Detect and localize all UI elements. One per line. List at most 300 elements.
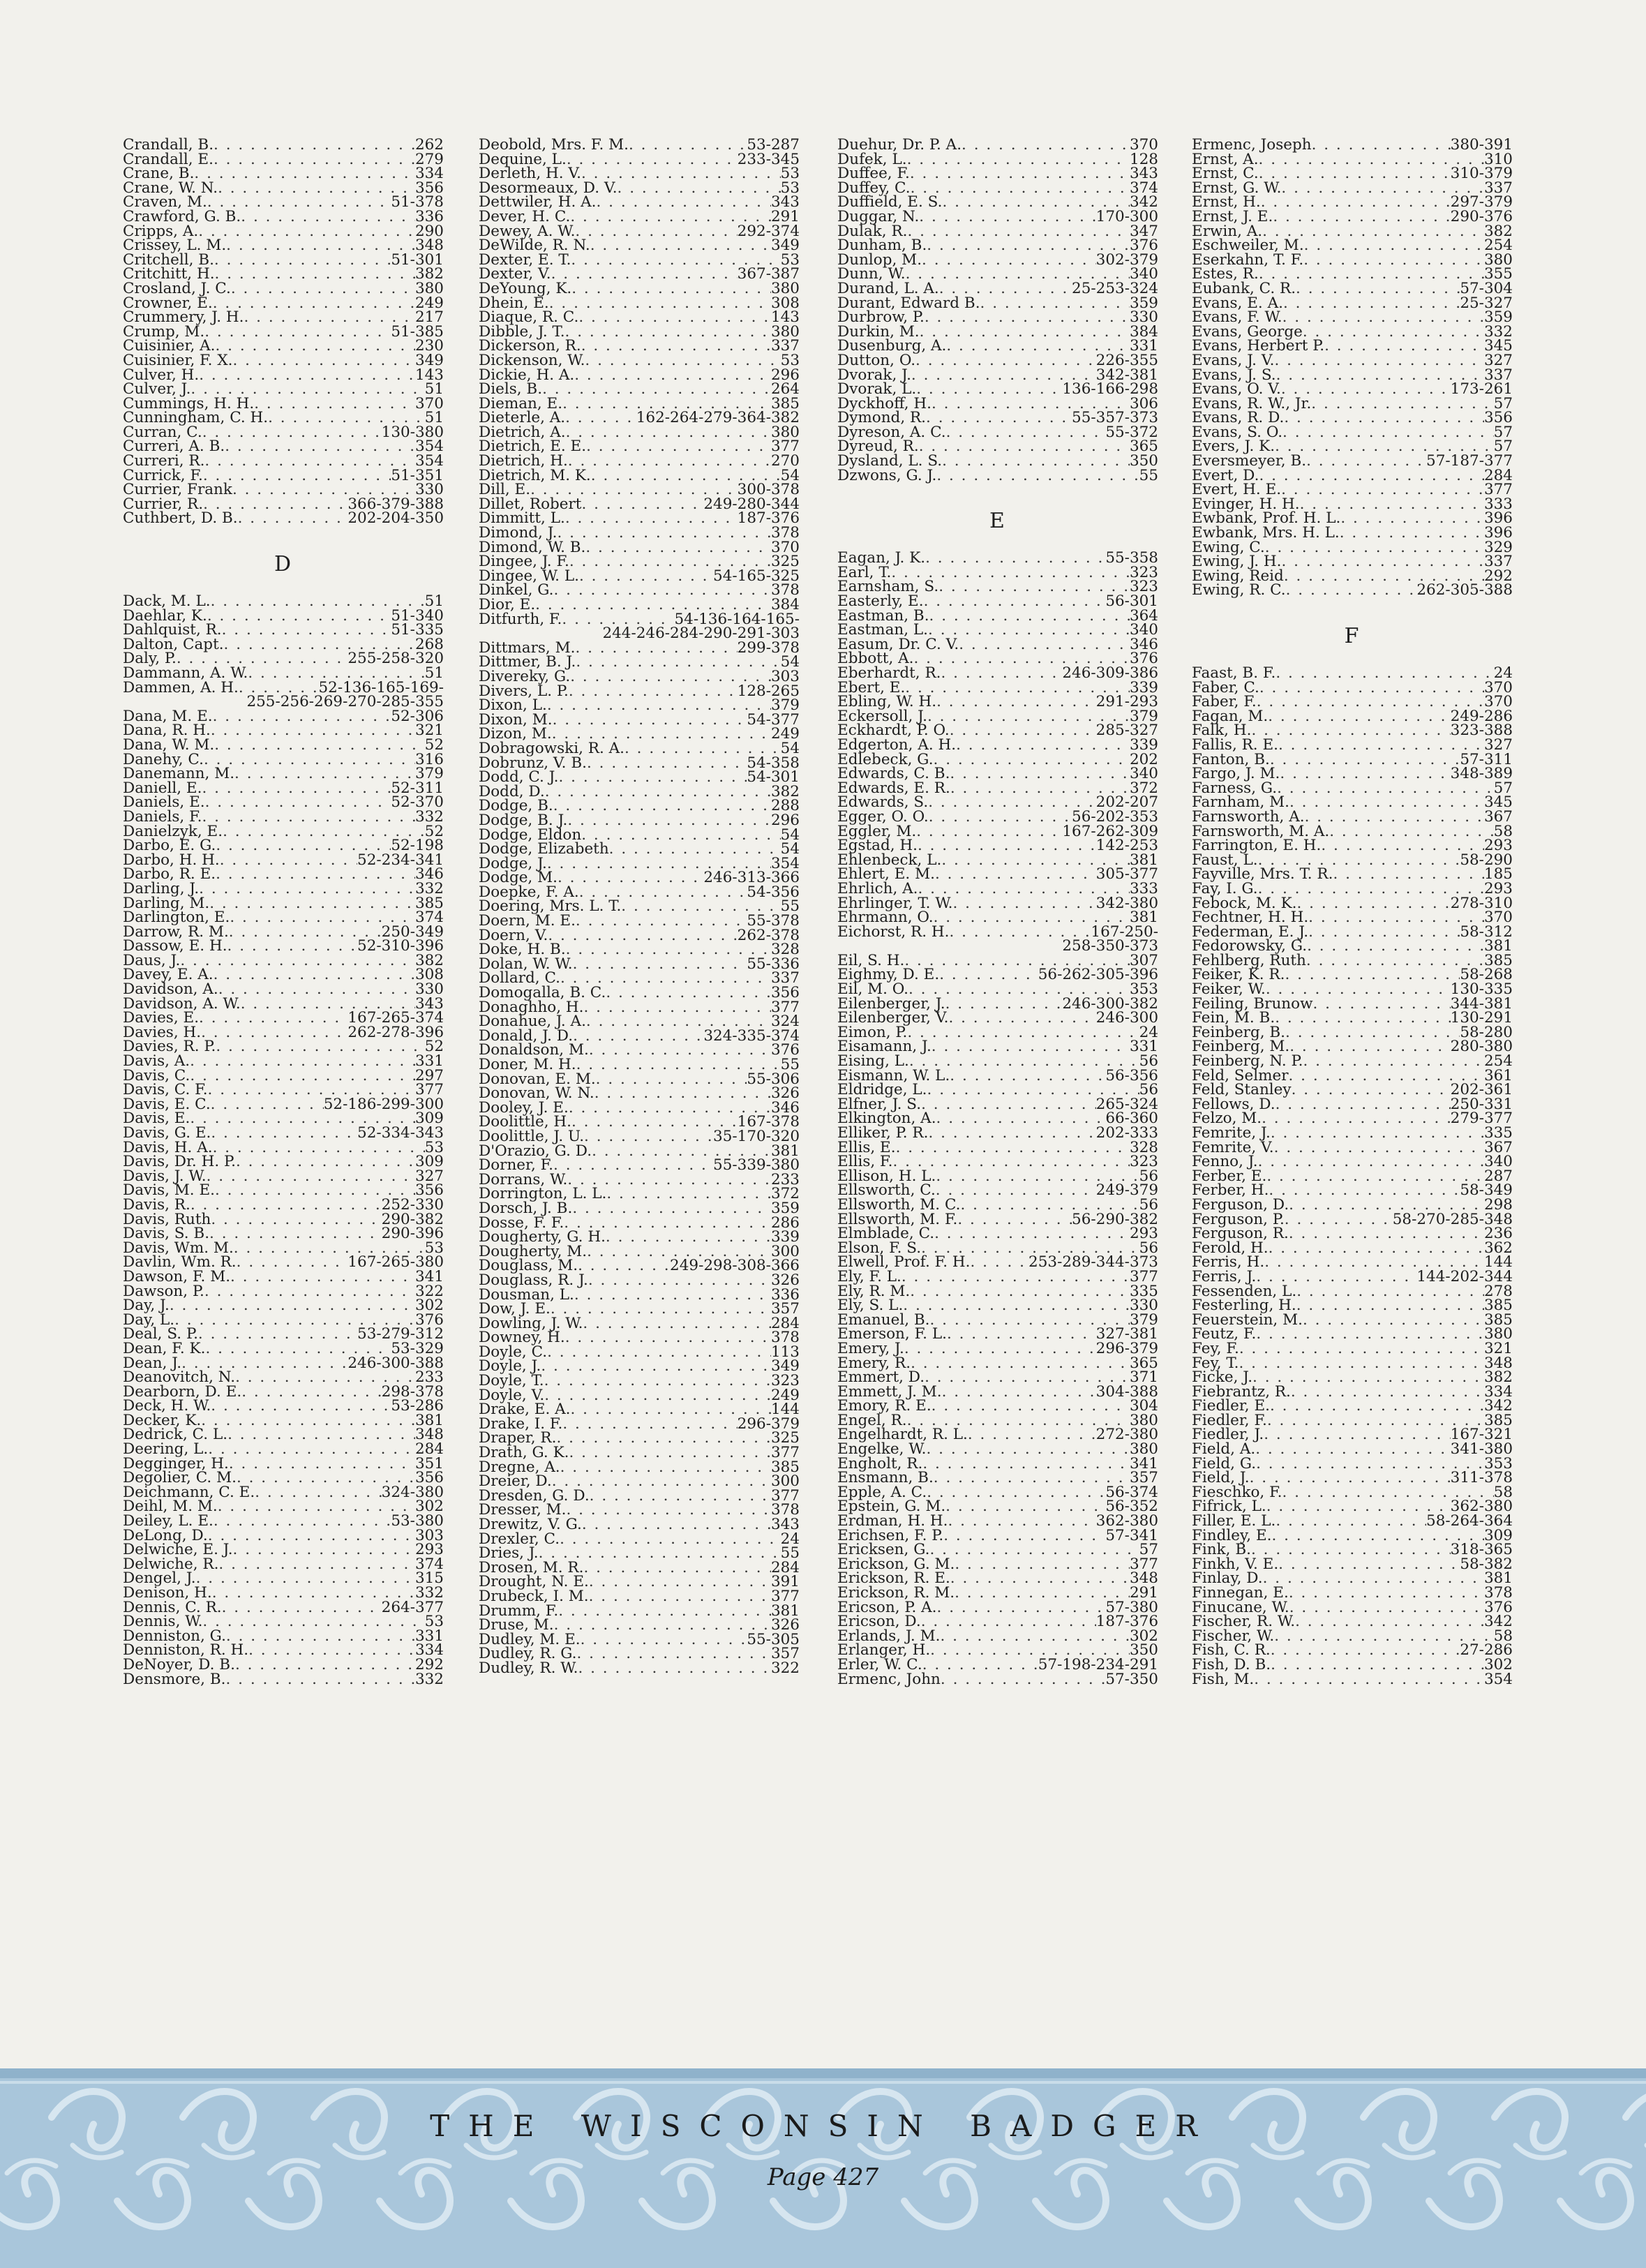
entry-pages: 302-379 — [1095, 251, 1158, 269]
entry-name: Falk, H. — [1192, 722, 1252, 740]
entry-name: Finucane, W. — [1192, 1598, 1289, 1616]
dot-leader — [199, 882, 415, 897]
entry-pages: 376 — [1483, 1598, 1513, 1616]
entry-name: Eastman, B. — [837, 606, 929, 625]
entry-name: Divers, L. P. — [479, 682, 569, 700]
entry-pages: 288 — [770, 797, 800, 815]
entry-name: Engelke, W. — [837, 1440, 927, 1458]
entry-pages: 346 — [770, 1098, 800, 1117]
entry-name: Dana, R. H. — [123, 722, 211, 740]
entry-name: Dever, H. C. — [479, 207, 571, 225]
entry-name: Fey, T. — [1192, 1354, 1239, 1372]
dot-leader — [230, 1270, 415, 1285]
entry-name: Ermenc, Joseph — [1192, 136, 1312, 154]
entry-name: Fish, M. — [1192, 1670, 1255, 1688]
entry-name: Erlands, J. M. — [837, 1627, 941, 1645]
entry-name: Feuerstein, M. — [1192, 1311, 1303, 1329]
dot-leader — [565, 512, 738, 526]
dot-leader — [950, 724, 1096, 738]
entry-name: Dequine, L. — [479, 150, 567, 168]
dot-leader — [1259, 681, 1484, 696]
entry-pages: 51 — [424, 380, 444, 398]
dot-leader — [1296, 282, 1460, 297]
dot-leader — [927, 1486, 1105, 1500]
entry-pages: 250-331 — [1450, 1095, 1513, 1113]
entry-pages: 57 — [1493, 438, 1513, 456]
entry-pages: 246-313-366 — [703, 869, 800, 887]
entry-name: Curreri, R. — [123, 452, 205, 470]
dot-leader — [919, 210, 1095, 225]
entry-name: Engel, R. — [837, 1411, 907, 1429]
dot-leader — [201, 1026, 347, 1040]
entry-name: Dodge, Eldon — [479, 826, 582, 844]
dot-leader — [1308, 925, 1460, 940]
entry-name: Ernst, G. W. — [1192, 179, 1282, 197]
entry-pages: 307 — [1129, 951, 1158, 969]
entry-pages: 53 — [424, 1613, 444, 1631]
entry-name: Davis, R. — [123, 1195, 190, 1214]
entry-name: Ferris, H. — [1192, 1253, 1265, 1271]
entry-pages: 327 — [414, 1167, 444, 1185]
dot-leader — [233, 1543, 415, 1558]
entry-name: Dingee, J. F. — [479, 553, 569, 571]
entry-name: Eldridge, L. — [837, 1081, 927, 1099]
dot-leader — [910, 1285, 1130, 1299]
entry-name: Fay, I. G. — [1192, 879, 1258, 897]
dot-leader — [941, 666, 1063, 681]
dot-leader — [1259, 469, 1483, 484]
dot-leader — [950, 1069, 1105, 1084]
entry-pages: 249-280-344 — [703, 495, 800, 513]
index-entry — [479, 1659, 800, 1677]
dot-leader — [1289, 1586, 1484, 1601]
dot-leader — [198, 225, 415, 239]
dot-leader — [199, 368, 415, 383]
dot-leader — [942, 454, 1130, 469]
dot-leader — [208, 1442, 415, 1457]
entry-name: Eagan, J. K. — [837, 549, 926, 567]
entry-name: Ericson, P. A. — [837, 1598, 937, 1616]
entry-name: Federman, E. J. — [1192, 923, 1309, 941]
section-letter-heading: E — [989, 509, 1006, 534]
entry-pages: 262-378 — [737, 926, 800, 944]
entry-pages: 362-380 — [1095, 1512, 1158, 1530]
entry-name: Downey, H. — [479, 1329, 565, 1347]
entry-name: Dingee, W. L. — [479, 567, 579, 585]
entry-pages: 54-377 — [747, 710, 800, 729]
entry-pages: 342-381 — [1095, 366, 1158, 384]
entry-name: Evans, O. V. — [1192, 380, 1281, 398]
entry-pages: 379 — [770, 696, 800, 715]
entry-name: Dickerson, R. — [479, 337, 581, 355]
dot-leader — [213, 1141, 425, 1156]
entry-name: Ebert, E. — [837, 678, 906, 696]
entry-name: Deihl, M. M. — [123, 1498, 218, 1516]
entry-pages: 290 — [414, 222, 444, 240]
entry-pages: 66-360 — [1105, 1110, 1158, 1128]
entry-name: Evans, R. D. — [1192, 409, 1285, 427]
dot-leader — [1303, 1054, 1484, 1069]
dot-leader — [942, 1385, 1096, 1400]
entry-pages: 53 — [780, 179, 800, 197]
entry-name: Dana, W. M. — [123, 736, 215, 754]
entry-name: Ermenc, John — [837, 1670, 941, 1688]
entry-pages: 52-198 — [391, 837, 444, 855]
dot-leader — [896, 1141, 1130, 1156]
entry-pages: 290-382 — [381, 1210, 444, 1228]
dot-leader — [572, 1202, 771, 1216]
entry-name: Dodge, B. J. — [479, 811, 568, 829]
section-letter-heading: F — [1344, 624, 1361, 648]
dot-leader — [576, 914, 747, 929]
entry-pages: 58-312 — [1460, 923, 1513, 941]
dot-leader — [1270, 1399, 1484, 1414]
entry-name: Druse, M. — [479, 1616, 554, 1634]
entry-name: Dean, J. — [123, 1354, 182, 1372]
entry-name: DeWilde, R. N. — [479, 237, 590, 255]
dot-leader — [578, 311, 771, 325]
dot-leader — [544, 1389, 771, 1403]
entry-pages: 380-391 — [1450, 136, 1513, 154]
entry-pages: 346 — [1129, 635, 1158, 653]
entry-pages: 55 — [1139, 466, 1158, 484]
entry-pages: 53-286 — [391, 1397, 444, 1415]
entry-name: Divereky, G. — [479, 667, 571, 685]
entry-name: Darbo, R. E. — [123, 865, 216, 883]
entry-pages: 268 — [414, 635, 444, 653]
entry-name: Dousman, L. — [479, 1285, 574, 1304]
entry-name: Dooley, J. E. — [479, 1098, 569, 1117]
dot-leader — [213, 710, 391, 724]
entry-name: Dorrans, W. — [479, 1170, 568, 1188]
entry-pages: 333 — [1483, 495, 1513, 513]
entry-pages: 264 — [770, 380, 800, 398]
entry-pages: 365 — [1129, 438, 1158, 456]
entry-pages: 254 — [1483, 1052, 1513, 1070]
entry-name: Easum, Dr. C. V. — [837, 635, 959, 653]
entry-name: Dawson, P. — [123, 1282, 204, 1300]
entry-name: Davies, H. — [123, 1023, 202, 1041]
entry-name: Ficke, J. — [1192, 1368, 1253, 1387]
entry-name: Daniels, F. — [123, 807, 202, 826]
entry-pages: 364 — [1129, 606, 1158, 625]
entry-pages: 51-301 — [391, 251, 444, 269]
dot-leader — [618, 181, 781, 196]
entry-pages: 293 — [1483, 879, 1513, 897]
entry-name: Dysland, L. S. — [837, 452, 943, 470]
entry-pages: 142-253 — [1095, 837, 1158, 855]
dot-leader — [629, 138, 747, 153]
entry-name: Dusenburg, A. — [837, 337, 947, 355]
entry-name: Davis, E. — [123, 1110, 190, 1128]
dot-leader — [207, 609, 391, 624]
entry-pages: 170-300 — [1095, 207, 1158, 225]
index-column-3 — [837, 138, 1158, 1687]
entry-name: Crandall, E. — [123, 150, 214, 168]
entry-pages: 324-335-374 — [703, 1027, 800, 1045]
entry-pages: 370 — [1483, 678, 1513, 696]
entry-name: Deck, H. W. — [123, 1397, 211, 1415]
entry-name: Doke, H. B. — [479, 941, 566, 959]
entry-name: Deiley, L. E. — [123, 1512, 214, 1530]
dot-leader — [180, 954, 415, 969]
entry-pages: 327-381 — [1095, 1325, 1158, 1343]
dot-leader — [554, 1618, 771, 1633]
entry-name: Decker, K. — [123, 1411, 202, 1429]
entry-pages: 52-310-396 — [357, 937, 444, 955]
entry-pages: 302 — [1129, 1627, 1158, 1645]
entry-name: Doyle, J. — [479, 1357, 541, 1375]
entry-name: Field, J. — [1192, 1469, 1250, 1487]
entry-name: Dunn, W. — [837, 265, 906, 283]
entry-name: Epple, A. C. — [837, 1483, 927, 1501]
entry-pages: 202-333 — [1095, 1124, 1158, 1142]
entry-name: Evans, Herbert P. — [1192, 337, 1325, 355]
entry-name: Darbo, H. H. — [123, 851, 220, 869]
entry-pages: 385 — [1483, 1311, 1513, 1329]
entry-pages: 322 — [770, 1659, 800, 1677]
dot-leader — [581, 828, 780, 843]
dot-leader — [573, 1029, 703, 1044]
dot-leader — [577, 1647, 771, 1662]
dot-leader — [589, 1575, 771, 1590]
entry-name: Ferguson, R. — [1192, 1225, 1289, 1243]
entry-name: Dittmars, M. — [479, 639, 576, 657]
entry-name: Fischer, R. W. — [1192, 1613, 1296, 1631]
dot-leader — [237, 1255, 348, 1270]
dot-leader — [950, 1572, 1130, 1586]
dot-leader — [955, 1558, 1130, 1572]
entry-name: Erlanger, H. — [837, 1641, 931, 1659]
entry-pages: 52-186-299-300 — [323, 1095, 444, 1113]
entry-name: Derleth, H. V. — [479, 165, 582, 183]
entry-pages: 24 — [1139, 1023, 1158, 1041]
entry-pages: 53-279-312 — [357, 1325, 444, 1343]
entry-name: Currick, F. — [123, 466, 203, 484]
entry-name: Ebbott, A. — [837, 650, 914, 668]
entry-name: Dietrich, E. E. — [479, 438, 587, 456]
entry-name: Dietrich, A. — [479, 423, 566, 441]
entry-pages: 52 — [424, 822, 444, 840]
dot-leader — [1275, 1098, 1451, 1112]
entry-pages: 381 — [1483, 937, 1513, 955]
entry-pages: 339 — [770, 1228, 800, 1246]
entry-name: Emery, R. — [837, 1354, 911, 1372]
entry-name: Evert, D. — [1192, 466, 1259, 484]
dot-leader — [1297, 897, 1451, 911]
entry-pages: 323 — [1129, 1153, 1158, 1171]
entry-pages: 167-250- — [1091, 923, 1158, 941]
entry-pages: 379 — [414, 765, 444, 783]
entry-name: Evans, E. A. — [1192, 294, 1283, 312]
entry-pages: 367 — [1483, 807, 1513, 826]
entry-pages: 385 — [770, 1458, 800, 1476]
dot-leader — [211, 1098, 324, 1112]
entry-name: Fieschko, F. — [1192, 1483, 1282, 1501]
dot-leader — [205, 796, 391, 810]
dot-leader — [925, 311, 1130, 325]
entry-pages: 54 — [780, 466, 800, 484]
entry-pages: 347 — [1129, 222, 1158, 240]
entry-name: Fanton, B. — [1192, 750, 1270, 768]
entry-pages: 343 — [770, 193, 800, 211]
entry-pages: 249 — [770, 725, 800, 743]
page-number: Page 427 — [767, 2163, 879, 2191]
entry-pages: 370 — [1483, 693, 1513, 711]
entry-name: Ely, F. L. — [837, 1267, 901, 1285]
dot-leader — [574, 1288, 771, 1303]
entry-name: Ehrmann, O. — [837, 909, 934, 927]
entry-name: Farnsworth, M. A. — [1192, 822, 1330, 840]
entry-name: Eil, M. O. — [837, 980, 908, 999]
dot-leader — [226, 1629, 415, 1644]
index-entry — [1192, 1327, 1513, 1342]
entry-name: Dodge, B. — [479, 797, 553, 815]
dot-leader — [1296, 1299, 1484, 1313]
dot-leader — [569, 685, 738, 699]
entry-name: Delwiche, R. — [123, 1555, 219, 1573]
entry-pages: 53 — [780, 251, 800, 269]
dot-leader — [553, 799, 771, 814]
dot-leader — [1282, 426, 1494, 440]
entry-name: Earnsham, S. — [837, 578, 939, 596]
dot-leader — [586, 440, 771, 454]
entry-pages: 58-270-285-348 — [1392, 1210, 1513, 1228]
entry-pages: 309 — [414, 1110, 444, 1128]
dot-leader — [934, 753, 1130, 768]
entry-pages: 272-380 — [1095, 1426, 1158, 1444]
entry-name: Estes, R. — [1192, 265, 1259, 283]
dot-leader — [225, 440, 415, 454]
entry-name: Dougherty, G. H. — [479, 1228, 606, 1246]
entry-pages: 361 — [1483, 1066, 1513, 1084]
entry-name: Dorner, F. — [479, 1156, 554, 1174]
entry-pages: 335 — [1129, 1282, 1158, 1300]
entry-pages: 374 — [1129, 179, 1158, 197]
entry-name: Dibble, J. T. — [479, 322, 565, 341]
entry-pages: 54-356 — [747, 883, 800, 901]
entry-name: Evans, J. S. — [1192, 366, 1276, 384]
dot-leader — [1261, 195, 1451, 210]
entry-name: Dana, M. E. — [123, 707, 213, 725]
entry-name: Festerling, H. — [1192, 1297, 1296, 1315]
entry-pages: 335 — [1483, 1124, 1513, 1142]
entry-name: Ellsworth, M. C. — [837, 1195, 961, 1214]
entry-name: Feld, Selmer — [1192, 1066, 1289, 1084]
entry-pages: 359 — [1483, 308, 1513, 327]
entry-pages: 327 — [1483, 351, 1513, 369]
entry-pages: 354 — [414, 452, 444, 470]
entry-name: D'Orazio, G. D. — [479, 1142, 592, 1160]
entry-pages: 336 — [414, 207, 444, 225]
dot-leader — [1262, 1112, 1451, 1126]
entry-pages: 334 — [414, 165, 444, 183]
entry-name: Duggar, N. — [837, 207, 920, 225]
entry-pages: 348 — [1129, 1569, 1158, 1588]
entry-name: Donahue, J. A. — [479, 1013, 586, 1031]
dot-leader — [566, 943, 771, 957]
entry-pages: 233 — [414, 1368, 444, 1387]
entry-name: Fink, B. — [1192, 1541, 1251, 1559]
dot-leader — [1303, 325, 1484, 340]
entry-pages: 384 — [770, 596, 800, 613]
entry-pages: 278 — [1483, 1282, 1513, 1300]
entry-pages: 202-361 — [1450, 1081, 1513, 1099]
entry-pages: 353 — [1483, 1454, 1513, 1472]
entry-name: Feinberg, M. — [1192, 1038, 1290, 1056]
dot-leader — [204, 454, 415, 469]
entry-name: Farness, G. — [1192, 779, 1278, 797]
dot-leader — [545, 785, 771, 800]
dot-leader — [1251, 724, 1450, 738]
entry-name: Ewing, R. C. — [1192, 581, 1286, 599]
entry-name: Dresden, G. D. — [479, 1486, 590, 1505]
entry-name: Donovan, W. N. — [479, 1084, 594, 1103]
index-entry — [837, 1670, 1158, 1688]
entry-name: Fischer, W. — [1192, 1627, 1275, 1645]
entry-name: Daniels, E. — [123, 793, 205, 812]
entry-pages: 396 — [1483, 524, 1513, 542]
entry-pages: 265-324 — [1095, 1095, 1158, 1113]
entry-pages: 296 — [770, 366, 800, 384]
dot-leader — [562, 1417, 737, 1432]
entry-pages: 286 — [770, 1214, 800, 1232]
entry-name: Edwards, E. R. — [837, 779, 950, 797]
entry-name: Fish, C. R. — [1192, 1641, 1271, 1659]
entry-name: Fein, M. B. — [1192, 1009, 1275, 1027]
index-entry — [123, 1282, 444, 1300]
entry-name: Craven, M. — [123, 193, 207, 211]
dot-leader — [922, 253, 1096, 268]
entry-name: Dimmitt, L. — [479, 509, 565, 528]
entry-name: Dittmer, B. J. — [479, 653, 576, 671]
entry-name: Dinkel, G. — [479, 581, 554, 599]
entry-pages: 376 — [1129, 237, 1158, 255]
dot-leader — [222, 1601, 382, 1616]
entry-pages: 325 — [770, 1429, 800, 1447]
entry-name: Douglass, R. J. — [479, 1271, 588, 1289]
entry-name: Dassow, E. H. — [123, 937, 227, 955]
dot-leader — [199, 1011, 347, 1026]
dot-leader — [1271, 1658, 1484, 1673]
entry-name: Ferber, E. — [1192, 1167, 1267, 1185]
dot-leader — [587, 756, 747, 771]
dot-leader — [945, 997, 1063, 1012]
entry-name: Ehrlinger, T. W. — [837, 894, 953, 912]
dot-leader — [953, 897, 1096, 911]
entry-name: Davidson, A. — [123, 980, 218, 999]
dot-leader — [1285, 968, 1460, 983]
entry-name: Denison, H. — [123, 1584, 212, 1602]
entry-name: Desormeaux, D. V. — [479, 179, 618, 197]
entry-pages: 303 — [414, 1526, 444, 1544]
entry-pages: 246-300-388 — [347, 1354, 444, 1372]
entry-pages: 57 — [1493, 779, 1513, 797]
dot-leader — [1289, 1040, 1450, 1054]
dot-leader — [1286, 583, 1417, 598]
entry-name: Deobold, Mrs. F. M. — [479, 136, 629, 154]
entry-name: Eserkahn, T. F. — [1192, 251, 1304, 269]
entry-pages: 359 — [1129, 294, 1158, 312]
dot-leader — [551, 267, 738, 282]
entry-pages: 226-355 — [1095, 351, 1158, 369]
dot-leader — [215, 339, 414, 354]
entry-name: Femrite, V. — [1192, 1138, 1274, 1156]
entry-name: Fiedler, F. — [1192, 1411, 1267, 1429]
entry-pages: 380 — [1483, 251, 1513, 269]
entry-name: Findley, E. — [1192, 1526, 1272, 1544]
entry-name: Doyle, V. — [479, 1386, 545, 1404]
